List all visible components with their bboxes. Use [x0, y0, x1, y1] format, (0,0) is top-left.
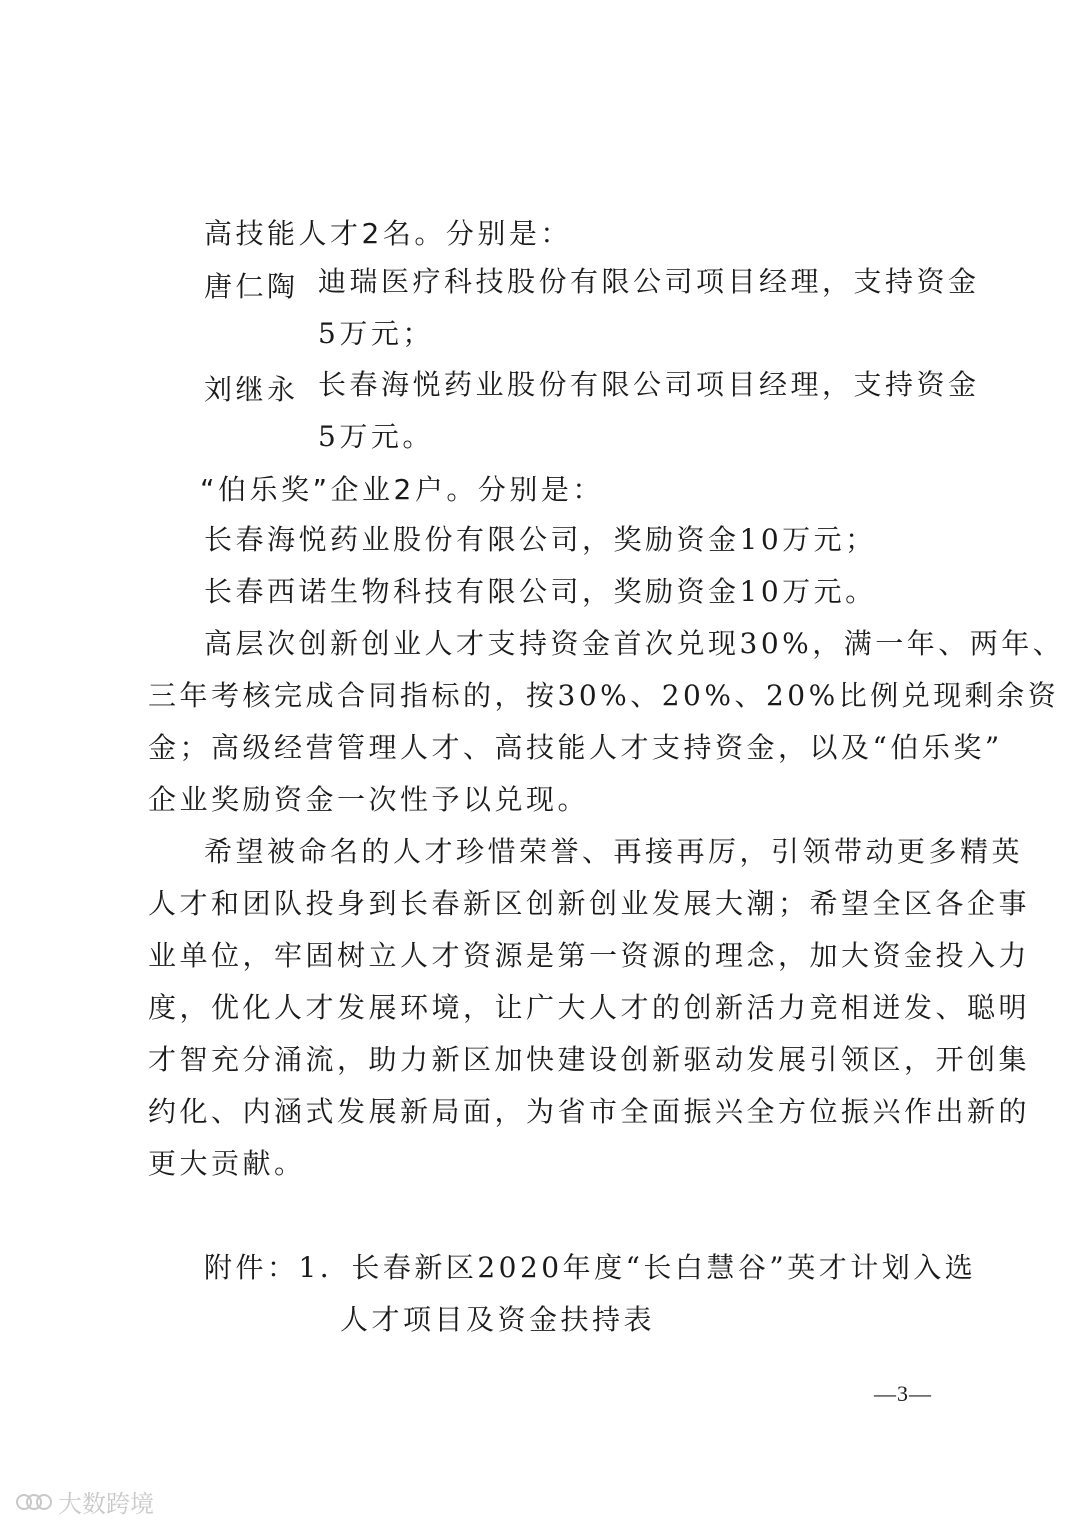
paragraph-line: 约化、内涵式发展新局面，为省市全面振兴全方位振兴作出新的: [148, 1095, 1031, 1128]
paragraph-line: 业单位，牢固树立人才资源是第一资源的理念，加大资金投入力: [148, 939, 1031, 972]
attachment-line: 附件：1．长春新区2020年度“长白慧谷”英才计划入选: [204, 1251, 977, 1284]
person-description-cont: 5万元。: [318, 420, 434, 453]
page-number: —3—: [874, 1381, 932, 1406]
heading-bole-award: “伯乐奖”企业2户。分别是：: [200, 473, 604, 506]
company-entry: 长春西诺生物科技有限公司，奖励资金10万元。: [204, 575, 877, 608]
watermark: [16, 1484, 154, 1519]
attachment-line: 人才项目及资金扶持表: [340, 1303, 656, 1336]
person-name: 唐仁陶: [204, 270, 299, 303]
paragraph-line: 高层次创新创业人才支持资金首次兑现30%，满一年、两年、: [204, 627, 1065, 660]
watermark-logo-icon: [16, 1491, 50, 1513]
paragraph-line: 希望被命名的人才珍惜荣誉、再接再厉，引领带动更多精英: [204, 835, 1024, 868]
paragraph-line: 金；高级经营管理人才、高技能人才支持资金，以及“伯乐奖”: [148, 731, 1003, 764]
paragraph-line: 更大贡献。: [148, 1147, 306, 1180]
watermark-text: 大数跨境: [58, 1490, 154, 1518]
heading-high-skill-talent: 高技能人才2名。分别是：: [204, 217, 572, 250]
person-name: 刘继永: [204, 373, 299, 406]
person-description: 迪瑞医疗科技股份有限公司项目经理，支持资金: [318, 265, 980, 298]
paragraph-line: 度，优化人才发展环境，让广大人才的创新活力竞相迸发、聪明: [148, 991, 1031, 1024]
paragraph-line: 三年考核完成合同指标的，按30%、20%、20%比例兑现剩余资: [148, 679, 1060, 712]
company-entry: 长春海悦药业股份有限公司，奖励资金10万元；: [204, 523, 877, 556]
person-description: 长春海悦药业股份有限公司项目经理，支持资金: [318, 368, 980, 401]
paragraph-line: 企业奖励资金一次性予以兑现。: [148, 783, 590, 816]
paragraph-line: 人才和团队投身到长春新区创新创业发展大潮；希望全区各企事: [148, 887, 1031, 920]
person-description-cont: 5万元；: [318, 317, 434, 350]
paragraph-line: 才智充分涌流，助力新区加快建设创新驱动发展引领区，开创集: [148, 1043, 1031, 1076]
